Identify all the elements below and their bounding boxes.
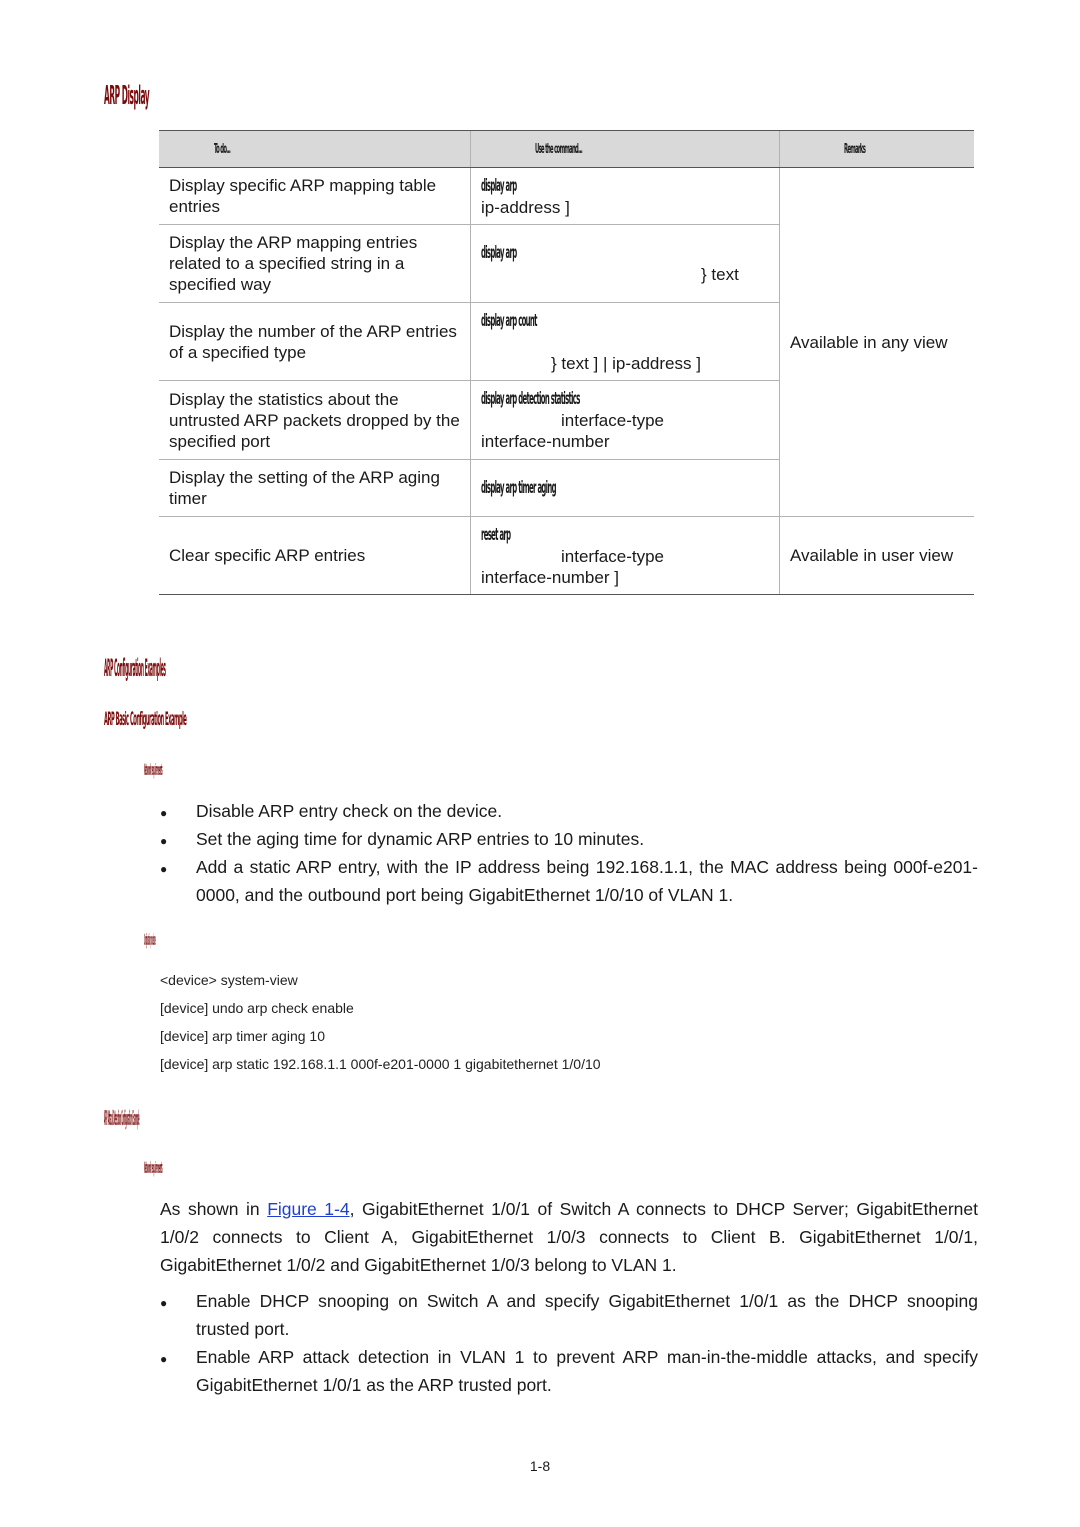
paragraph	[160, 1195, 978, 1279]
page-number: 1-8	[529, 1458, 551, 1474]
table-header-task: To do...	[159, 131, 471, 168]
task-cell: Display the ARP mapping entries related to a specified string in a specified way	[159, 225, 471, 303]
code-line: <device> system-view	[160, 972, 298, 988]
bullet-dot: ●	[160, 834, 168, 848]
remarks-cell-any: Available in any view	[780, 168, 975, 517]
code-line: [device] undo arp check enable	[160, 1000, 354, 1016]
table-header-remarks: Remarks	[780, 131, 975, 168]
task-cell: Display the number of the ARP entries of a specified type	[159, 303, 471, 381]
table-header-row	[159, 131, 974, 168]
command-arg: interface-number	[481, 432, 610, 451]
section-heading: ARP Display	[104, 81, 150, 110]
configuration-procedure-label: Configuration procedure	[144, 930, 156, 949]
command-cell: display arp ip-address ]	[471, 168, 780, 225]
command-cell: display arp count } text ] | ip-address ]	[471, 303, 780, 381]
command-arg: interface-type	[561, 411, 664, 430]
remarks-cell-user: Available in user view	[780, 517, 975, 595]
list-item: Set the aging time for dynamic ARP entries to 10 minutes.	[196, 829, 645, 849]
task-cell: Clear specific ARP entries	[159, 517, 471, 595]
command-cell: display arp } text	[471, 225, 780, 303]
command-cell: reset arp interface-type interface-number ]	[471, 517, 780, 595]
command-tail: } text	[701, 265, 739, 284]
network-requirements-label: Network requirements	[144, 760, 163, 779]
bullet-dot: ●	[160, 1352, 168, 1366]
table-row	[159, 168, 974, 225]
list-item: Enable DHCP snooping on Switch A and specify GigabitEthernet 1/0/1 as the DHCP snooping trusted port.	[196, 1291, 978, 1339]
list-item: Enable ARP attack detection in VLAN 1 to prevent ARP man-in-the-middle attacks, and specify GigabitEthernet 1/0/1 as the ARP trusted port.	[196, 1347, 978, 1395]
attack-detection-heading: ARP Attack Detection Configuration Example	[104, 1106, 140, 1130]
task-cell: Display the setting of the ARP aging timer	[159, 460, 471, 517]
bullet-dot: ●	[160, 862, 168, 876]
figure-link[interactable]: Figure 1-4	[267, 1199, 350, 1219]
examples-heading: ARP Configuration Examples	[104, 654, 166, 682]
code-line: [device] arp static 192.168.1.1 000f-e201-0000 1 gigabitethernet 1/0/10	[160, 1056, 601, 1072]
command-arg: interface-type	[561, 546, 664, 566]
command-cell: display arp detection statistics interface-type interface-number	[471, 381, 780, 460]
command-cell: display arp timer aging	[471, 460, 780, 517]
basic-example-heading: ARP Basic Configuration Example	[104, 708, 187, 730]
list-item: Add a static ARP entry, with the IP address being 192.168.1.1, the MAC address being 000f-e201-0000, and the outbound port being GigabitEthernet 1/0/10 of VLAN 1.	[196, 857, 978, 905]
command-tail: ip-address ]	[481, 197, 570, 217]
table-row	[159, 517, 974, 595]
paragraph-suffix: , GigabitEthernet 1/0/1 of Switch A connects to DHCP Server; GigabitEthernet 1/0/2 connects to Client A, GigabitEthernet 1/0/3 connects to Client B. GigabitEthernet 1/0/1, GigabitEthernet 1/0/2 and GigabitEthernet 1/0/3 belong to VLAN 1.	[160, 1199, 978, 1275]
display-commands-table	[159, 130, 974, 595]
task-cell: Display specific ARP mapping table entries	[159, 168, 471, 225]
task-cell: Display the statistics about the untrusted ARP packets dropped by the specified port	[159, 381, 471, 460]
command-arg: interface-number ]	[481, 567, 619, 587]
bullet-dot: ●	[160, 806, 168, 820]
network-requirements-label: Network requirements	[144, 1158, 163, 1177]
paragraph-prefix: As shown in	[160, 1199, 268, 1219]
table-header-command: Use the command...	[471, 131, 780, 168]
list-item: Disable ARP entry check on the device.	[196, 801, 503, 821]
command-tail: } text ] | ip-address ]	[551, 353, 701, 373]
code-line: [device] arp timer aging 10	[160, 1028, 325, 1044]
bullet-dot: ●	[160, 1296, 168, 1310]
